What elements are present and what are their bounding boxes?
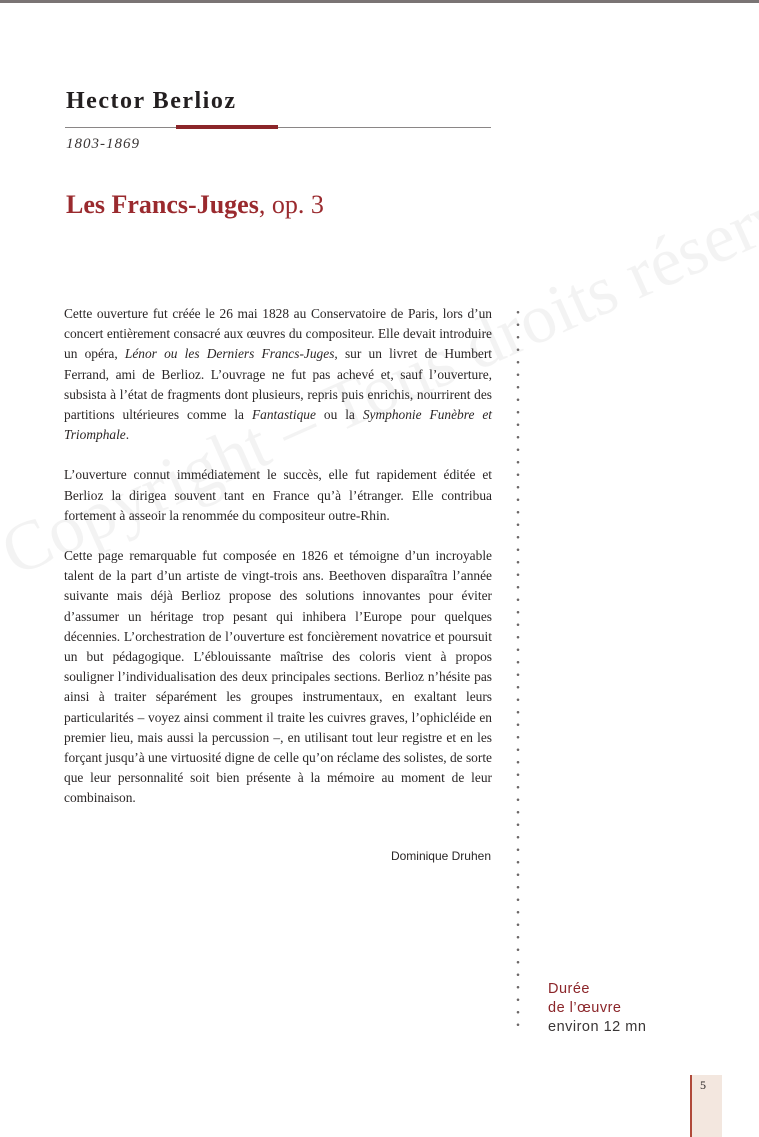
duration-label-line1: Durée	[548, 981, 590, 997]
work-title-name: Les Francs-Juges	[66, 190, 259, 219]
italic-title: Symphonie Funèbre et Triomphale	[64, 407, 492, 443]
paragraph	[64, 304, 492, 445]
program-note	[64, 304, 492, 829]
header-rule-accent	[176, 125, 278, 129]
text-segment: .	[125, 427, 130, 443]
text-segment: Cette ouverture fut créée le 26 mai 1828 au Conservatoire de Paris, lors d’un concert entièrement consacré aux œuvres du compositeur. Elle devait introduire un opéra,	[64, 306, 492, 362]
paragraph	[64, 546, 492, 809]
duration-value: environ 12 mn	[548, 1019, 647, 1035]
dotted-separator	[516, 306, 520, 1032]
composer-name: Hector Berlioz	[66, 88, 237, 114]
composer-dates: 1803-1869	[66, 136, 140, 152]
page-number-box	[692, 1075, 722, 1137]
header-rule	[65, 127, 491, 128]
text-segment: , sur un livret de Humbert Ferrand, ami de Berlioz. L’ouvrage ne fut pas achevé et, sauf l’ouverture, subsista à l’état de fragments dont plusieurs, repris puis enrichis, nourrirent des partitions ultérieures comme la	[64, 346, 493, 423]
duration-label-line2: de l’œuvre	[548, 1000, 622, 1016]
italic-title: Lénor ou les Derniers Francs-Juges	[124, 346, 335, 362]
work-title	[66, 190, 324, 220]
paragraph	[64, 465, 492, 526]
text-segment: L’ouverture connut immédiatement le succès, elle fut rapidement éditée et Berlioz la dirigea souvent tant en France qu’à l’étranger. Elle contribua fortement à asseoir la renommée du compositeur outre-Rhin.	[64, 467, 492, 523]
duration-box	[548, 980, 646, 1037]
text-segment: ou la	[315, 407, 363, 423]
author-signature: Dominique Druhen	[390, 849, 491, 863]
text-segment: Cette page remarquable fut composée en 1826 et témoigne d’un incroyable talent de la part d’un artiste de vingt-trois ans. Beethoven disparaîtra l’année suivante mais déjà Berlioz propose des solutions innovantes pour éviter d’assumer un héritage trop pesant qui inhibera l’Europe pour quelques décennies. L’orchestration de l’ouverture est foncièrement novatrice et poursuit un but pédagogique. L’éblouissante maîtrise des coloris vient à propos souligner l’individualisation des deux principales sections. Berlioz n’hésite pas ainsi à traiter séparément les groupes instrumentaux, en exaltant leurs particularités – voyez ainsi comment il traite les cuivres graves, l’ophicléide en premier lieu, mais aussi la percussion –, en utilisant tout leur registre et en les forçant jusqu’à une virtuosité digne de celle qu’on réclame des solistes, de sorte que leur personnalité soit bien présente à la mémoire au moment de leur combinaison.	[64, 548, 492, 806]
work-opus: , op. 3	[258, 190, 324, 219]
page-number: 5	[700, 1078, 706, 1092]
italic-title: Fantastique	[251, 407, 316, 423]
